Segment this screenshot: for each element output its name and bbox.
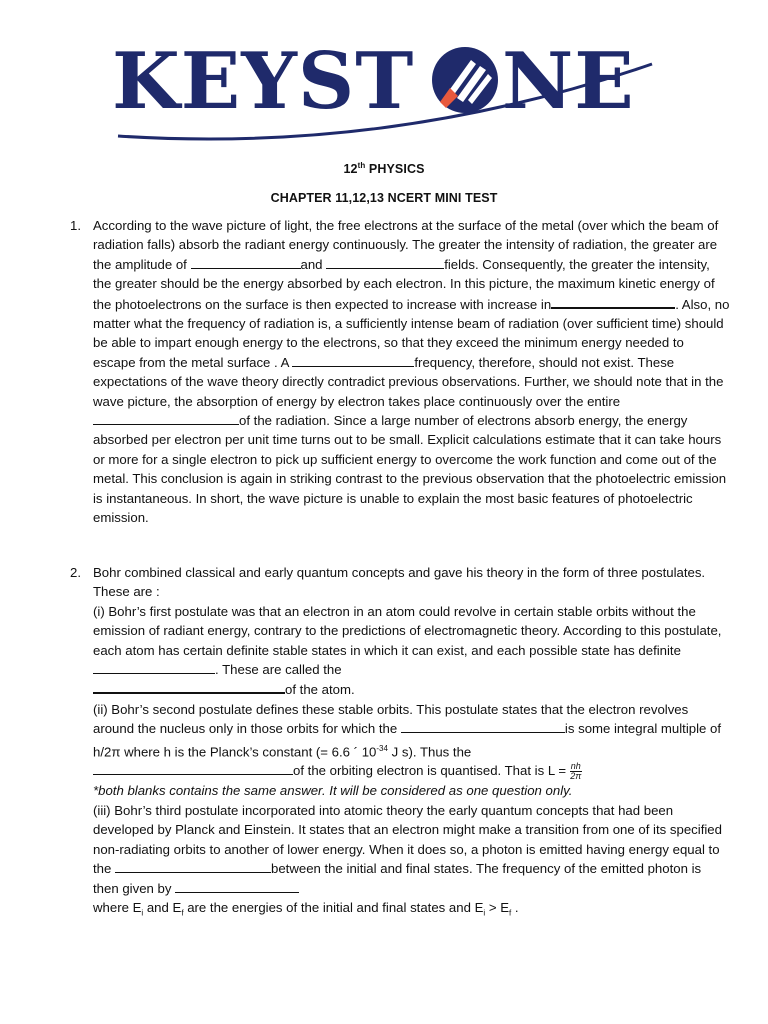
- answer-blank[interactable]: [93, 411, 239, 425]
- answer-blank[interactable]: [326, 255, 444, 269]
- svg-text:KEYST: KEYST: [112, 36, 415, 127]
- answer-blank[interactable]: [551, 294, 675, 309]
- question-text: [93, 563, 730, 923]
- postulate-2: (ii) Bohr’s second postulate defines these stable orbits. This postulate states that the electron revolves around the nucleus only in those orbits for which the is some integral multiple of h/2π where h is the Planck’s constant (= 6.6 ´ $10^{-34}$ J s). Thus the of the orbiting electron is quantised. That is L = $\frac{nh}{2\pi}$: [93, 701, 722, 782]
- question-intro: Bohr combined classical and early quantum concepts and gave his theory in the form of three postulates. These are :: [93, 565, 706, 600]
- question-1: [70, 216, 730, 528]
- postulate-1: (i) Bohr’s first postulate was that an electron in an atom could revolve in certain stable orbits without the emission of radiant energy, contrary to the predictions of electromagnetic theory. According to this postulate, each atom has certain definite stable states in which it can exist, and each possible state has definite. These are called the of the atom.: [93, 603, 722, 698]
- svg-text:NE: NE: [502, 36, 635, 127]
- question-number: 1.: [70, 218, 81, 233]
- question-2: [70, 563, 730, 923]
- answer-blank[interactable]: [93, 761, 293, 775]
- answer-blank[interactable]: [292, 353, 414, 367]
- instruction-note: *both blanks contains the same answer. It will be considered as one question only.: [93, 783, 573, 799]
- formula-fraction: $\frac{nh}{2\pi}$: [570, 761, 582, 782]
- answer-blank[interactable]: [93, 660, 215, 674]
- answer-blank[interactable]: [401, 719, 565, 733]
- class-subject-heading: 12th PHYSICS: [343, 161, 425, 177]
- keystone-logo: [112, 36, 660, 146]
- postulate-3: (iii) Bohr’s third postulate incorporated into atomic theory the early quantum concepts that had been developed by Planck and Einstein. It states that an electron might make a transition from one of its specified non-radiating orbits to another of lower energy. When it does so, a photon is emitted having energy equal to the between the initial and final states. The frequency of the emitted photon is then given by: [93, 802, 722, 896]
- chapter-heading: CHAPTER 11,12,13 NCERT MINI TEST: [270, 191, 498, 205]
- question-number: 2.: [70, 565, 81, 580]
- answer-blank[interactable]: [115, 859, 271, 873]
- energy-relation-line: where $E_i$ and $E_f$ are the energies of the initial and final states and $E_i > E_f$ .: [93, 899, 519, 918]
- answer-blank[interactable]: [93, 679, 285, 694]
- answer-blank[interactable]: [191, 255, 301, 269]
- answer-blank[interactable]: [175, 879, 299, 893]
- question-text: According to the wave picture of light, the free electrons at the surface of the metal (over which the beam of radiation falls) absorb the radiant energy continuously. The greater the intensity of radiation, the greater are the amplitude of and fields. Consequently, the greater the intensity, the greater should be the energy absorbed by each electron. In this picture, the maximum kinetic energy of the photoelectrons on the surface is then expected to increase with increase in . Also, no matter what the frequency of radiation is, a sufficiently intense beam of radiation (over sufficient time) should be able to impart enough energy to the electrons, so that they exceed the minimum energy needed to escape from the metal surface . A frequency, therefore, should not exist. These expectations of the wave theory directly contradict previous observations. Further, we should note that in the wave picture, the absorption of energy by electron takes place continuously over the entire of the radiation. Since a large number of electrons absorb energy, the energy absorbed per electron per unit time turns out to be small. Explicit calculations estimate that it can take hours or more for a single electron to pick up sufficient energy to overcome the work function and come out of the metal. This conclusion is again in striking contrast to the previous observation that the photoelectric emission is instantaneous. In short, the wave picture is unable to explain the most basic features of photoelectric emission.: [93, 218, 730, 526]
